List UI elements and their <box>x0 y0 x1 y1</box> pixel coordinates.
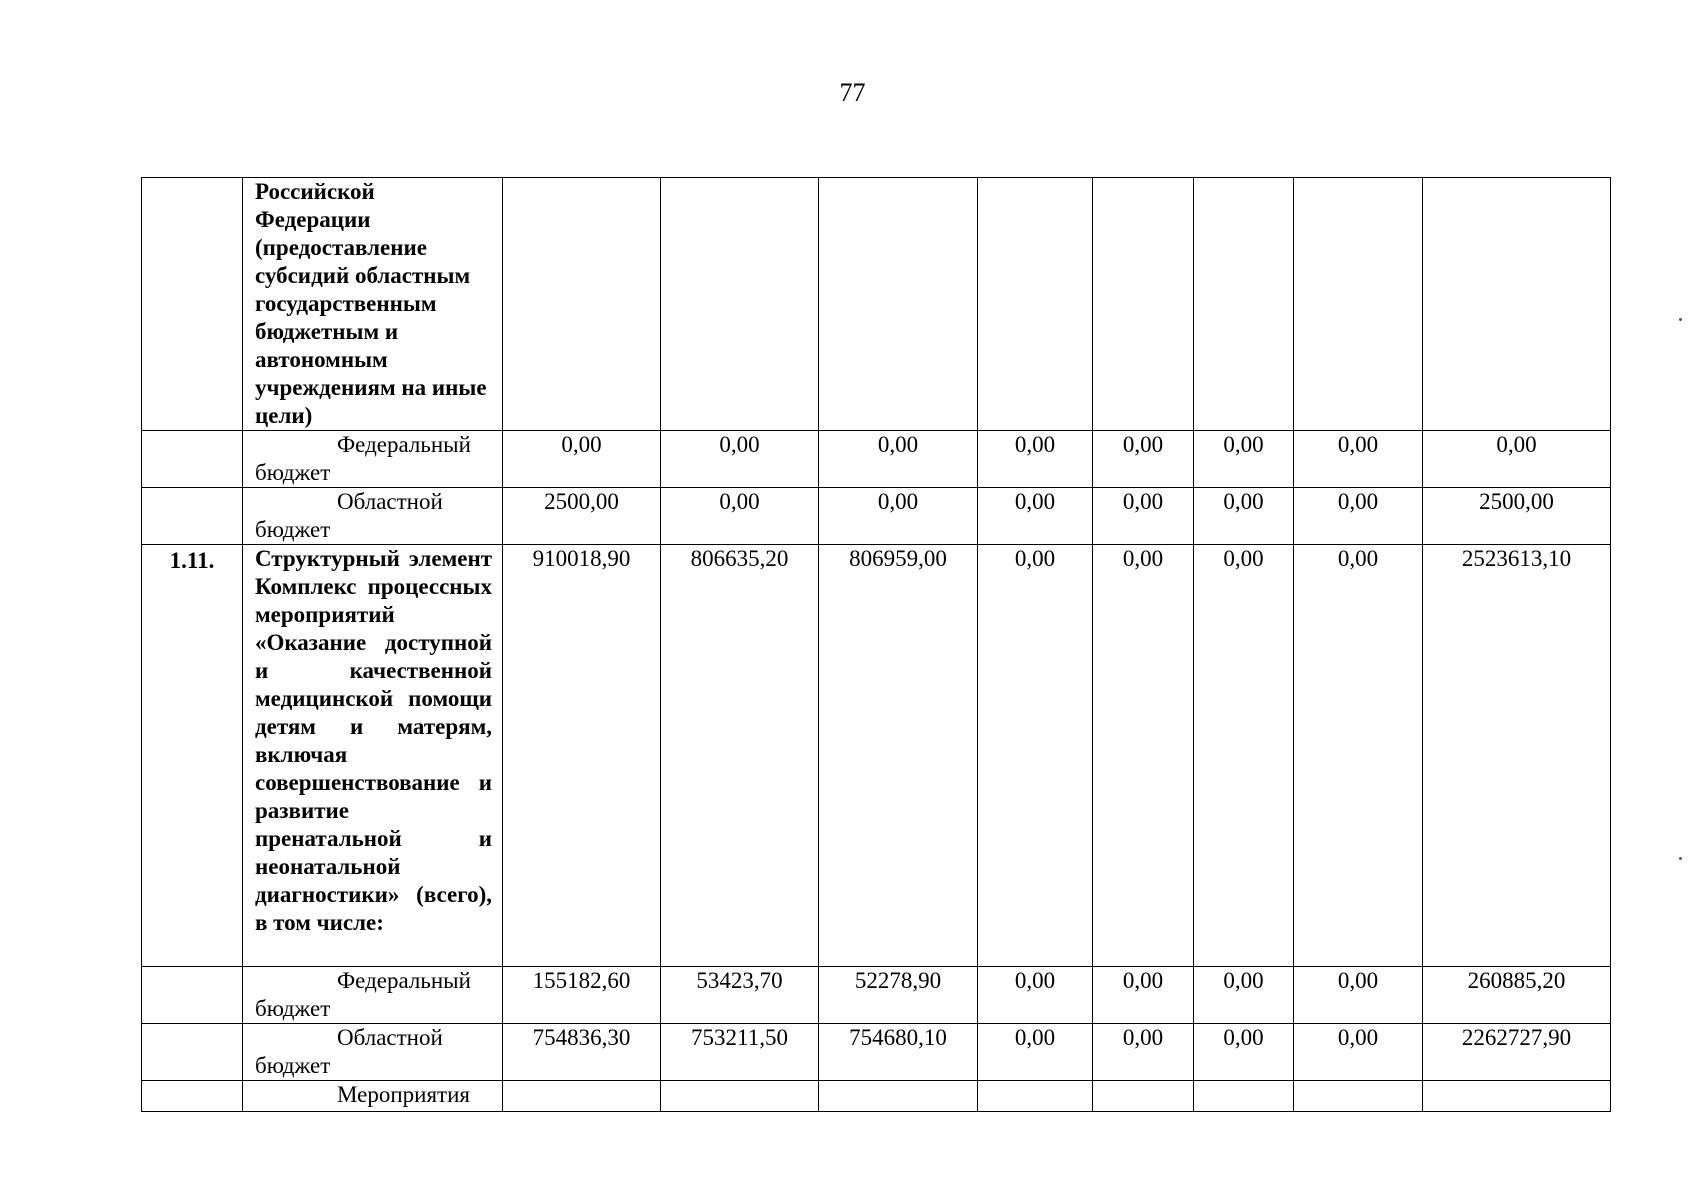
total-cell: 260885,20 <box>1423 967 1611 1024</box>
value-cell: 155182,60 <box>503 967 661 1024</box>
row-name: Мероприятия <box>243 1081 503 1112</box>
value-cell: 806635,20 <box>661 545 819 967</box>
value-cell: 0,00 <box>1294 545 1423 967</box>
value-cell <box>661 1081 819 1112</box>
value-cell: 53423,70 <box>661 967 819 1024</box>
row-name: Структурный элемент Комплекс процессных мероприятий «Оказание доступной и качественной медицинской помощи детям и матерям, включая совершенствование и развитие пренатальной и неонатальной диагностики» (всего), в том числе: <box>243 545 503 967</box>
value-cell: 0,00 <box>1294 967 1423 1024</box>
scan-speck <box>1679 318 1682 321</box>
value-cell <box>1294 178 1423 431</box>
table-row <box>142 1081 1611 1112</box>
value-cell: 0,00 <box>978 1024 1093 1081</box>
value-cell: 753211,50 <box>661 1024 819 1081</box>
row-number <box>142 967 243 1024</box>
value-cell <box>1194 1081 1294 1112</box>
value-cell: 0,00 <box>1294 488 1423 545</box>
value-cell: 0,00 <box>661 431 819 488</box>
value-cell: 0,00 <box>1194 1024 1294 1081</box>
value-cell <box>1093 178 1194 431</box>
row-number <box>142 1081 243 1112</box>
value-cell: 52278,90 <box>819 967 978 1024</box>
total-cell: 2262727,90 <box>1423 1024 1611 1081</box>
value-cell: 0,00 <box>978 545 1093 967</box>
value-cell: 0,00 <box>1294 431 1423 488</box>
value-cell <box>819 178 978 431</box>
table-row <box>142 488 1611 545</box>
total-cell: 0,00 <box>1423 431 1611 488</box>
table-row <box>142 1024 1611 1081</box>
row-number <box>142 1024 243 1081</box>
value-cell: 806959,00 <box>819 545 978 967</box>
value-cell: 0,00 <box>1194 545 1294 967</box>
value-cell: 0,00 <box>819 488 978 545</box>
value-cell: 0,00 <box>978 967 1093 1024</box>
value-cell: 0,00 <box>1093 545 1194 967</box>
value-cell: 754680,10 <box>819 1024 978 1081</box>
value-cell <box>978 1081 1093 1112</box>
total-cell <box>1423 178 1611 431</box>
value-cell: 2500,00 <box>503 488 661 545</box>
value-cell: 754836,30 <box>503 1024 661 1081</box>
row-name: Областной бюджет <box>243 488 503 545</box>
row-name: Областной бюджет <box>243 1024 503 1081</box>
scan-speck <box>1679 857 1682 860</box>
value-cell <box>1194 178 1294 431</box>
value-cell <box>978 178 1093 431</box>
value-cell: 0,00 <box>1093 1024 1194 1081</box>
value-cell: 0,00 <box>1194 967 1294 1024</box>
value-cell <box>1093 1081 1194 1112</box>
value-cell <box>661 178 819 431</box>
value-cell <box>1294 1081 1423 1112</box>
value-cell: 0,00 <box>1093 488 1194 545</box>
value-cell: 910018,90 <box>503 545 661 967</box>
row-number: 1.11. <box>142 545 243 967</box>
value-cell: 0,00 <box>1194 431 1294 488</box>
table-row <box>142 967 1611 1024</box>
value-cell: 0,00 <box>1194 488 1294 545</box>
table-row <box>142 431 1611 488</box>
value-cell <box>819 1081 978 1112</box>
table-row <box>142 545 1611 967</box>
value-cell: 0,00 <box>1294 1024 1423 1081</box>
value-cell <box>503 178 661 431</box>
value-cell <box>503 1081 661 1112</box>
page-number: 77 <box>839 78 866 107</box>
row-name: Федеральный бюджет <box>243 967 503 1024</box>
value-cell: 0,00 <box>819 431 978 488</box>
table-row <box>142 178 1611 431</box>
row-name: Российской Федерации (предоставление субсидий областным государственным бюджетным и автономным учреждениям на иные цели) <box>243 178 503 431</box>
row-name: Федеральный бюджет <box>243 431 503 488</box>
value-cell: 0,00 <box>503 431 661 488</box>
total-cell: 2523613,10 <box>1423 545 1611 967</box>
value-cell: 0,00 <box>978 488 1093 545</box>
value-cell: 0,00 <box>1093 967 1194 1024</box>
total-cell <box>1423 1081 1611 1112</box>
value-cell: 0,00 <box>1093 431 1194 488</box>
row-number <box>142 431 243 488</box>
value-cell: 0,00 <box>661 488 819 545</box>
row-number <box>142 488 243 545</box>
value-cell: 0,00 <box>978 431 1093 488</box>
total-cell: 2500,00 <box>1423 488 1611 545</box>
budget-table <box>141 177 1611 1112</box>
row-number <box>142 178 243 431</box>
